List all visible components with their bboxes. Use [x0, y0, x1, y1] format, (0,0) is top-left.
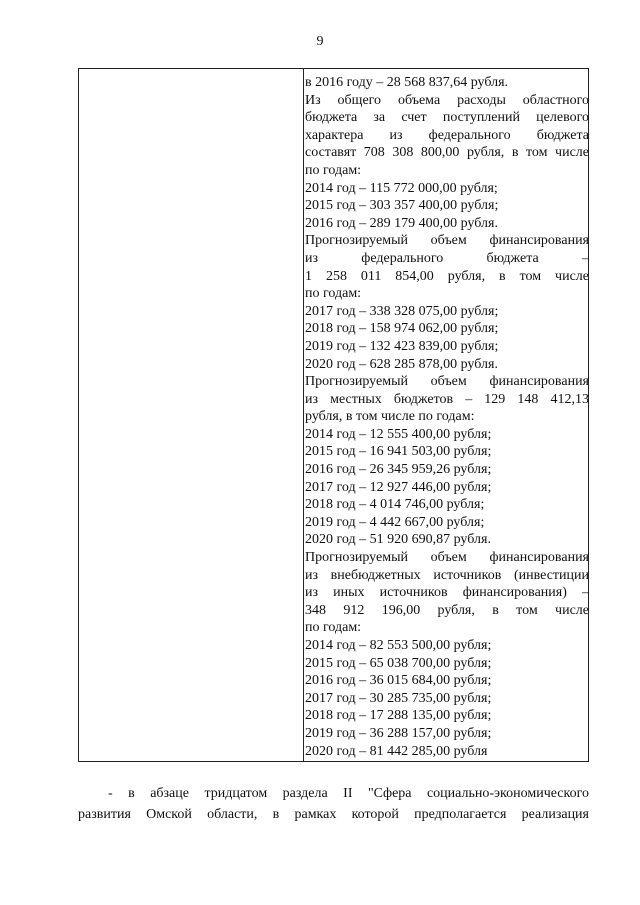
cell-line: 2019 год – 36 288 157,00 рубля;	[305, 725, 492, 741]
cell-line: по годам:	[305, 620, 362, 636]
cell-line: 2020 год – 81 442 285,00 рубля	[305, 743, 488, 759]
table-left-cell	[79, 69, 304, 761]
cell-line: 2018 год – 158 974 062,00 рубля;	[305, 321, 499, 337]
cell-line: 348 912 196,00 рубля, в том числе	[305, 602, 589, 618]
body-paragraph-line-1: - в абзаце тридцатом раздела II "Сфера социально-экономического	[108, 786, 589, 801]
cell-line: в 2016 году – 28 568 837,64 рубля.	[305, 75, 509, 90]
cell-line: характера из федерального бюджета	[305, 127, 589, 143]
cell-line: Прогнозируемый объем финансирования	[305, 550, 589, 566]
cell-line: 2017 год – 30 285 735,00 рубля;	[305, 690, 492, 706]
cell-line: 1 258 011 854,00 рубля, в том числе	[305, 268, 589, 284]
cell-line: Прогнозируемый объем финансирования	[305, 233, 589, 249]
cell-line: 2016 год – 36 015 684,00 рубля;	[305, 673, 492, 689]
cell-line: Из общего объема расходы областного	[305, 92, 589, 108]
cell-line: 2014 год – 115 772 000,00 рубля;	[305, 180, 498, 196]
financing-table	[78, 68, 589, 762]
cell-line: составят 708 308 800,00 рубля, в том числе	[305, 145, 589, 161]
cell-line: 2015 год – 16 941 503,00 рубля;	[305, 444, 492, 460]
cell-line: 2019 год – 132 423 839,00 рубля;	[305, 338, 499, 354]
cell-line: 2016 год – 289 179 400,00 рубля.	[305, 215, 498, 231]
cell-line: 2018 год – 4 014 746,00 рубля;	[305, 497, 485, 513]
cell-line: 2015 год – 65 038 700,00 рубля;	[305, 655, 492, 671]
body-paragraph-line-2: развития Омской области, в рамках которой предполагается реализация	[78, 807, 589, 822]
cell-line: 2017 год – 12 927 446,00 рубля;	[305, 479, 492, 495]
cell-line: из федерального бюджета –	[305, 250, 589, 266]
cell-line: 2016 год – 26 345 959,26 рубля;	[305, 462, 492, 478]
cell-line: бюджета за счет поступлений целевого	[305, 110, 589, 126]
cell-line: 2014 год – 12 555 400,00 рубля;	[305, 426, 492, 442]
cell-line: из иных источников финансирования) –	[305, 585, 589, 601]
cell-line: Прогнозируемый объем финансирования	[305, 374, 589, 390]
cell-line: 2015 год – 303 357 400,00 рубля;	[305, 198, 499, 214]
cell-line: рубля, в том числе по годам:	[305, 409, 475, 425]
cell-line: 2020 год – 628 285 878,00 рубля.	[305, 356, 498, 372]
cell-line: 2018 год – 17 288 135,00 рубля;	[305, 708, 492, 724]
cell-line: 2014 год – 82 553 500,00 рубля;	[305, 638, 492, 653]
cell-line: по годам:	[305, 286, 362, 302]
cell-line: по годам:	[305, 162, 362, 178]
cell-line: 2019 год – 4 442 667,00 рубля;	[305, 514, 485, 530]
page-number: 9	[316, 34, 324, 49]
cell-line: из внебюджетных источников (инвестиции	[305, 567, 589, 583]
cell-line: из местных бюджетов – 129 148 412,13	[305, 391, 589, 407]
cell-line: 2020 год – 51 920 690,87 рубля.	[305, 532, 491, 548]
table-right-cell	[305, 74, 589, 760]
cell-line: 2017 год – 338 328 075,00 рубля;	[305, 303, 499, 319]
